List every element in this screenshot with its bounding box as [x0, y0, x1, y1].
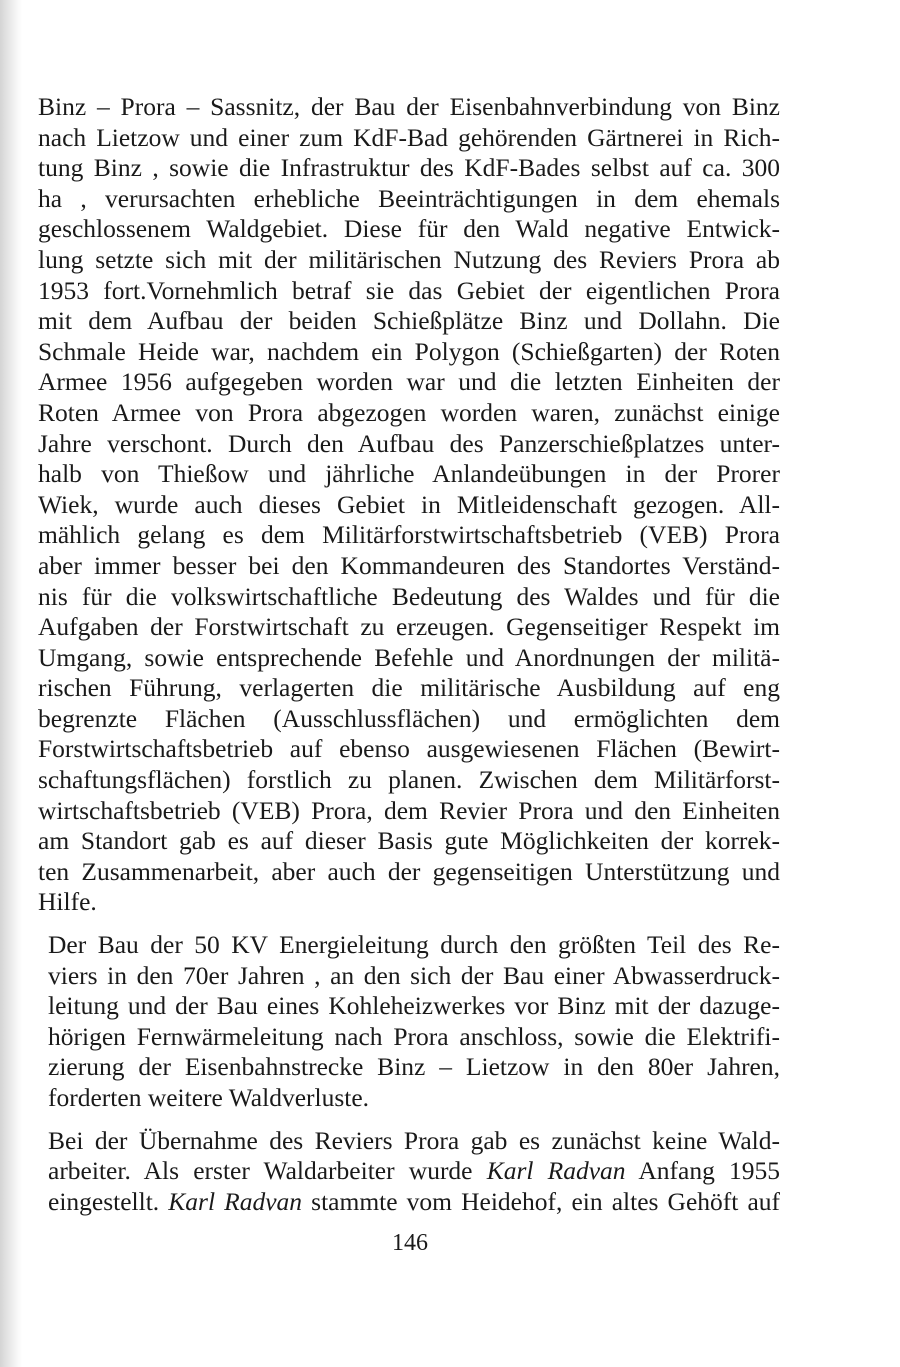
text-line: rischen Führung, verlagerten die militärische Ausbildung auf eng	[38, 673, 780, 703]
text-line: Armee 1956 aufgegeben worden war und die letzten Einheiten der	[38, 367, 780, 397]
text-line: ha , verursachten erhebliche Beeinträchtigungen in dem ehemals	[38, 183, 780, 213]
text-line: schaftungsflächen) forstlich zu planen. Zwischen dem Militärforst-	[38, 765, 780, 795]
text-line: Aufgaben der Forstwirtschaft zu erzeugen. Gegenseitiger Respekt im	[38, 612, 780, 642]
text-line: lung setzte sich mit der militärischen Nutzung des Reviers Prora ab	[38, 244, 780, 274]
text-line: Der Bau der 50 KV Energieleitung durch den größten Teil des Re-	[48, 930, 780, 960]
text-line: ten Zusammenarbeit, aber auch der gegenseitigen Unterstützung und	[38, 856, 780, 886]
text-run: stammte vom Heidehof, ein altes Gehöft auf	[311, 1186, 781, 1216]
text-line: mählich gelang es dem Militärforstwirtschaftsbetrieb (VEB) Prora	[38, 520, 780, 550]
text-line	[38, 1187, 780, 1218]
text-line: Forstwirtschaftsbetrieb auf ebenso ausgewiesenen Flächen (Bewirt-	[38, 734, 780, 764]
text-line: halb von Thießow und jährliche Anlandeübungen in der Prorer	[38, 459, 780, 489]
person-name-italic: Karl Radvan	[168, 1186, 303, 1216]
text-line: zierung der Eisenbahnstrecke Binz – Lietzow in den 80er Jahren,	[48, 1052, 780, 1082]
paragraph-2	[38, 930, 780, 1114]
text-line: geschlossenem Waldgebiet. Diese für den Wald negative Entwick-	[38, 214, 780, 244]
page-body	[38, 92, 780, 1217]
text-line: Wiek, wurde auch dieses Gebiet in Mitleidenschaft gezogen. All-	[38, 489, 780, 519]
text-line: wirtschaftsbetrieb (VEB) Prora, dem Revier Prora und den Einheiten	[38, 795, 780, 825]
text-run: eingestellt.	[48, 1186, 160, 1216]
page-number: 146	[392, 1230, 428, 1256]
text-line: Jahre verschont. Durch den Aufbau des Panzerschießplatzes unter-	[38, 428, 780, 458]
text-line: nach Lietzow und einer zum KdF-Bad gehörenden Gärtnerei in Rich-	[38, 122, 780, 152]
text-line: leitung und der Bau eines Kohleheizwerkes vor Binz mit der dazuge-	[48, 991, 780, 1021]
text-line: tung Binz , sowie die Infrastruktur des KdF-Bades selbst auf ca. 300	[38, 153, 780, 183]
text-line: Hilfe.	[38, 887, 97, 917]
text-line: Schmale Heide war, nachdem ein Polygon (Schießgarten) der Roten	[38, 336, 780, 366]
text-line: begrenzte Flächen (Ausschlussflächen) und ermöglichten dem	[38, 703, 780, 733]
text-line: nis für die volkswirtschaftliche Bedeutung des Waldes und für die	[38, 581, 780, 611]
text-line: Binz – Prora – Sassnitz, der Bau der Eisenbahnverbindung von Binz	[38, 92, 780, 121]
page-edge-shadow	[0, 0, 22, 1367]
text-line: am Standort gab es auf dieser Basis gute Möglichkeiten der korrek-	[38, 826, 780, 856]
text-line: hörigen Fernwärmeleitung nach Prora anschloss, sowie die Elektrifi-	[48, 1021, 780, 1051]
text-line: Bei der Übernahme des Reviers Prora gab es zunächst keine Wald-	[48, 1125, 780, 1155]
text-line: forderten weitere Waldverluste.	[48, 1083, 370, 1112]
text-line: aber immer besser bei den Kommandeuren des Standortes Verständ-	[38, 550, 780, 580]
text-line: Umgang, sowie entsprechende Befehle und Anordnungen der militä-	[38, 642, 780, 672]
text-line: viers in den 70er Jahren , an den sich der Bau einer Abwasserdruck-	[48, 960, 780, 990]
text-line	[38, 1156, 780, 1187]
person-name-italic: Karl Radvan	[486, 1156, 626, 1186]
paragraph-3	[38, 1126, 780, 1218]
text-run: arbeiter. Als erster Waldarbeiter wurde	[48, 1156, 473, 1186]
text-line: mit dem Aufbau der beiden Schießplätze Binz und Dollahn. Die	[38, 306, 780, 336]
paragraph-1	[38, 92, 780, 918]
text-line: 1953 fort.Vornehmlich betraf sie das Gebiet der eigentlichen Prora	[38, 275, 780, 305]
text-run: Anfang 1955	[638, 1156, 781, 1186]
text-line: Roten Armee von Prora abgezogen worden waren, zunächst einige	[38, 397, 780, 427]
